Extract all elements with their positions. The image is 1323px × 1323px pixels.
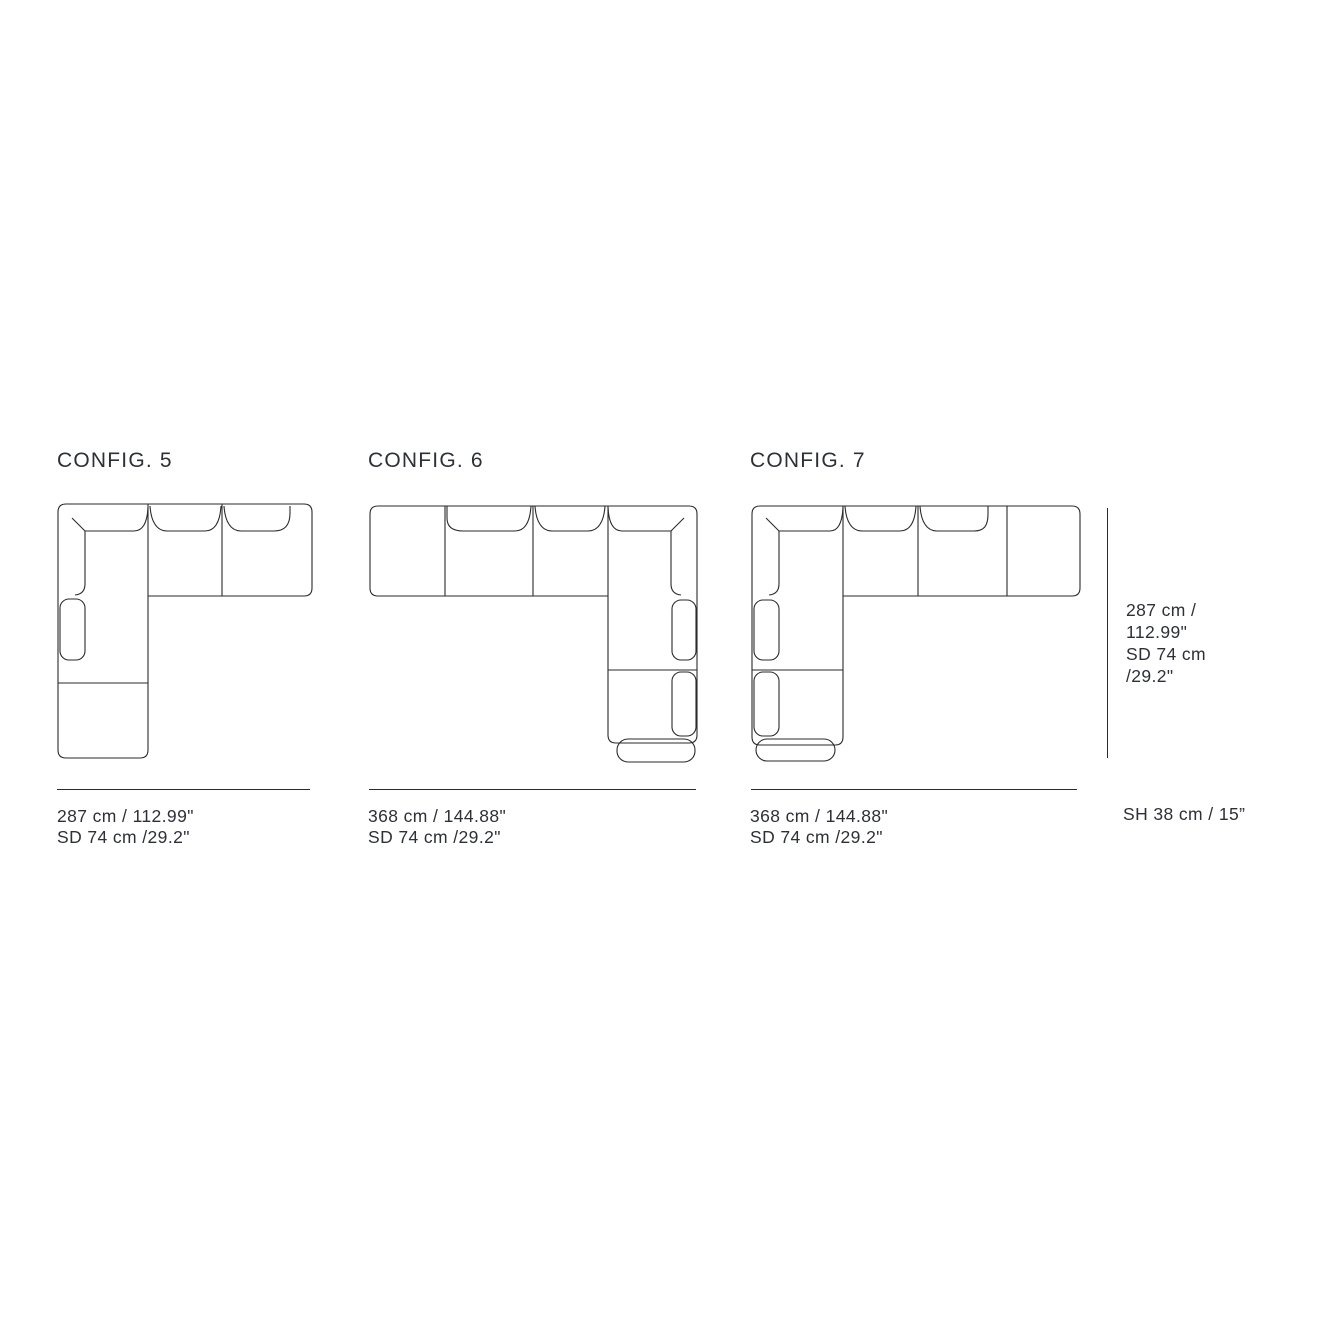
seat-height-dimension: SH 38 cm / 15” <box>1123 804 1246 824</box>
config-7-seat-depth-dimension: SD 74 cm /29.2" <box>750 827 883 847</box>
config-6-width-dimension-line <box>369 789 696 790</box>
config-5-label: CONFIG. 5 <box>57 449 173 472</box>
config-7-width-dimension-line <box>751 789 1077 790</box>
config-6-top-view-diagram <box>364 498 704 768</box>
config-7-length-dimension: 368 cm / 144.88" <box>750 806 889 826</box>
side-dimension-line-2: 112.99" <box>1126 622 1188 642</box>
height-dimension-line <box>1107 508 1108 758</box>
config-5-width-dimension-line <box>57 789 310 790</box>
side-dimension-line-4: /29.2" <box>1126 666 1174 686</box>
config-5-seat-depth-dimension: SD 74 cm /29.2" <box>57 827 190 847</box>
config-6-length-dimension: 368 cm / 144.88" <box>368 806 507 826</box>
side-dimension-line-3: SD 74 cm <box>1126 644 1207 664</box>
config-5-top-view-diagram <box>52 498 322 766</box>
config-6-seat-depth-dimension: SD 74 cm /29.2" <box>368 827 501 847</box>
config-5-dimensions <box>57 806 194 848</box>
side-dimension-line-1: 287 cm / <box>1126 600 1197 620</box>
config-6-dimensions <box>368 806 506 848</box>
config-7-top-view-diagram <box>746 498 1086 768</box>
config-6-label: CONFIG. 6 <box>368 449 484 472</box>
config-5-length-dimension: 287 cm / 112.99" <box>57 806 194 826</box>
config-7-label: CONFIG. 7 <box>750 449 866 472</box>
config-7-dimensions <box>750 806 888 848</box>
side-dimension-text <box>1126 599 1206 687</box>
